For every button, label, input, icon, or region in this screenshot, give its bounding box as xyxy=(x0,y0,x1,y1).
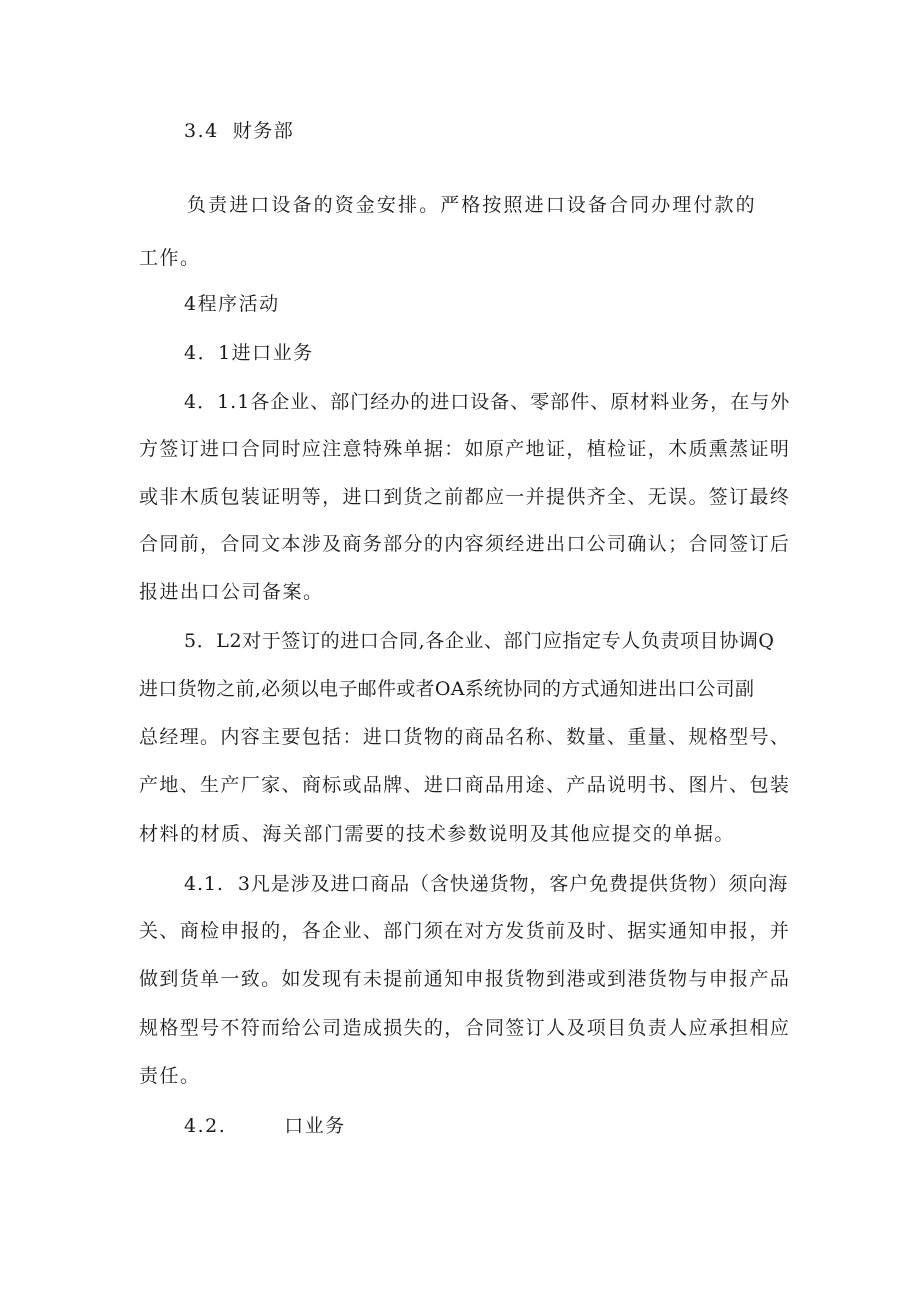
paragraph-line: 责任。 xyxy=(139,1065,201,1087)
section-number: 4.2. xyxy=(184,1115,227,1137)
paragraph-line: 5．L2对于签订的进口合同,各企业、部门应指定专人负责项目协调Q xyxy=(184,630,775,652)
section-heading-program: 4程序活动 xyxy=(184,293,280,315)
paragraph-line: 方签订进口合同时应注意特殊单据：如原产地证，植检证，木质熏蒸证明 xyxy=(139,438,791,460)
paragraph-line: 总经理。内容主要包括：进口货物的商品名称、数量、重量、规格型号、 xyxy=(139,726,791,748)
paragraph-line: 产地、生产厂家、商标或品牌、进口商品用途、产品说明书、图片、包装 xyxy=(139,774,791,796)
paragraph-line: 做到货单一致。如发现有未提前通知申报货物到港或到港货物与申报产品 xyxy=(139,968,791,990)
paragraph-line: 报进出口公司备案。 xyxy=(139,581,324,603)
paragraph-line: 合同前，合同文本涉及商务部分的内容须经进出口公司确认；合同签订后 xyxy=(139,533,791,555)
paragraph-line: 负责进口设备的资金安排。严格按照进口设备合同办理付款的 xyxy=(187,194,757,216)
section-heading-import: 4．1进口业务 xyxy=(184,342,314,364)
paragraph-line: 或非木质包装证明等，进口到货之前都应一并提供齐全、无误。签订最终 xyxy=(139,486,791,508)
section-title: 财务部 xyxy=(232,120,295,142)
paragraph-line: 进口货物之前,必须以电子邮件或者OA系统协同的方式通知进出口公司副 xyxy=(139,678,755,700)
section-heading-finance xyxy=(184,119,294,143)
paragraph-line: 材料的材质、海关部门需要的技术参数说明及其他应提交的单据。 xyxy=(139,823,735,845)
section-number: 3.4 xyxy=(184,120,219,142)
section-title: 口业务 xyxy=(284,1115,346,1137)
paragraph-line xyxy=(184,872,788,896)
section-heading-4-2 xyxy=(184,1114,346,1138)
paragraph-line: 4．1.1各企业、部门经办的进口设备、零部件、原材料业务，在与外 xyxy=(184,391,791,413)
clause-text: 3凡是涉及进口商品（含快递货物，客户免费提供货物）须向海 xyxy=(237,873,789,895)
paragraph-line: 关、商检申报的，各企业、部门须在对方发货前及时、据实通知申报，并 xyxy=(139,920,791,942)
clause-number: 4.1. xyxy=(184,873,224,895)
paragraph-line: 规格型号不符而给公司造成损失的，合同签订人及项目负责人应承担相应 xyxy=(139,1017,791,1039)
paragraph-line: 工作。 xyxy=(139,247,201,269)
